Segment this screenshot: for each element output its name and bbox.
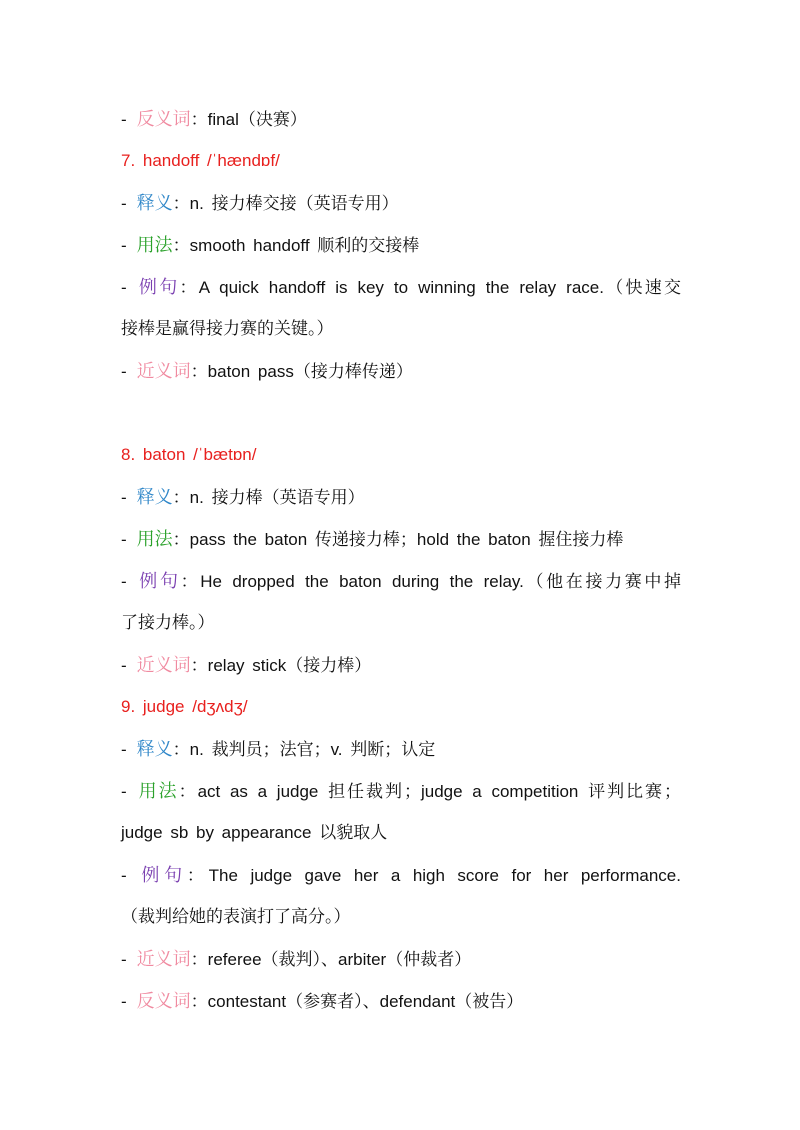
example-continuation: 了接力棒。）: [121, 613, 215, 632]
definition-text: n. 裁判员；法官；v. 判断；认定: [189, 740, 436, 759]
example-text: He dropped the baton during the relay.（他在接力赛中掉: [200, 572, 681, 591]
antonym-text: contestant（参赛者）、defendant（被告）: [207, 992, 524, 1011]
definition-line: - 释义：n. 裁判员；法官；v. 判断；认定: [121, 739, 436, 759]
example-text: The judge gave her a high score for her performance.: [208, 866, 681, 885]
antonym-line: - 反义词：final（决赛）: [121, 109, 307, 129]
example-continuation: 接棒是赢得接力赛的关键。）: [121, 319, 334, 338]
usage-text: smooth handoff 顺利的交接棒: [189, 236, 420, 255]
usage-label: 用法: [136, 781, 179, 801]
usage-text: act as a judge 担任裁判；judge a competition 评判比赛；: [197, 782, 682, 801]
usage-line: - 用法：act as a judge 担任裁判；judge a competition 评判比赛；: [121, 781, 682, 801]
synonym-text: referee（裁判）、arbiter（仲裁者）: [207, 950, 472, 969]
definition-label: 释义: [136, 193, 173, 213]
usage-text: pass the baton 传递接力棒；hold the baton 握住接力棒: [189, 530, 624, 549]
usage-label: 用法: [136, 235, 173, 255]
example-label: 例句: [136, 865, 187, 885]
example-line: - 例句：The judge gave her a high score for her performance.: [121, 865, 681, 885]
synonym-line: - 近义词：referee（裁判）、arbiter（仲裁者）: [121, 949, 472, 969]
synonym-line: - 近义词：baton pass（接力棒传递）: [121, 361, 413, 381]
synonym-line: - 近义词：relay stick（接力棒）: [121, 655, 372, 675]
synonym-label: 近义词: [136, 361, 191, 381]
example-line: - 例句：A quick handoff is key to winning the relay race.（快速交: [121, 277, 682, 297]
example-continuation: （裁判给她的表演打了高分。）: [121, 907, 351, 926]
example-label: 例句: [136, 571, 181, 591]
usage-line: - 用法：pass the baton 传递接力棒；hold the baton 握住接力棒: [121, 529, 624, 549]
usage-continuation: judge sb by appearance 以貌取人: [121, 823, 388, 842]
entry-heading-judge: 9. judge /dʒʌdʒ/: [121, 697, 248, 716]
antonym-label: 反义词: [136, 109, 191, 129]
synonym-text: relay stick（接力棒）: [207, 656, 372, 675]
synonym-text: baton pass（接力棒传递）: [207, 362, 413, 381]
definition-label: 释义: [136, 487, 173, 507]
synonym-label: 近义词: [136, 949, 191, 969]
definition-text: n. 接力棒交接（英语专用）: [189, 194, 399, 213]
usage-line: - 用法：smooth handoff 顺利的交接棒: [121, 235, 420, 255]
entry-heading-handoff: 7. handoff /ˈhændɒf/: [121, 151, 280, 170]
synonym-label: 近义词: [136, 655, 191, 675]
definition-text: n. 接力棒（英语专用）: [189, 488, 365, 507]
definition-line: - 释义：n. 接力棒（英语专用）: [121, 487, 365, 507]
antonym-line: - 反义词：contestant（参赛者）、defendant（被告）: [121, 991, 524, 1011]
usage-label: 用法: [136, 529, 173, 549]
example-text: A quick handoff is key to winning the relay race.（快速交: [198, 278, 682, 297]
definition-line: - 释义：n. 接力棒交接（英语专用）: [121, 193, 399, 213]
example-label: 例句: [136, 277, 180, 297]
definition-label: 释义: [136, 739, 173, 759]
antonym-label: 反义词: [136, 991, 191, 1011]
antonym-text: final（决赛）: [207, 110, 307, 129]
entry-heading-baton: 8. baton /ˈbætɒn/: [121, 445, 257, 464]
example-line: - 例句：He dropped the baton during the relay.（他在接力赛中掉: [121, 571, 681, 591]
